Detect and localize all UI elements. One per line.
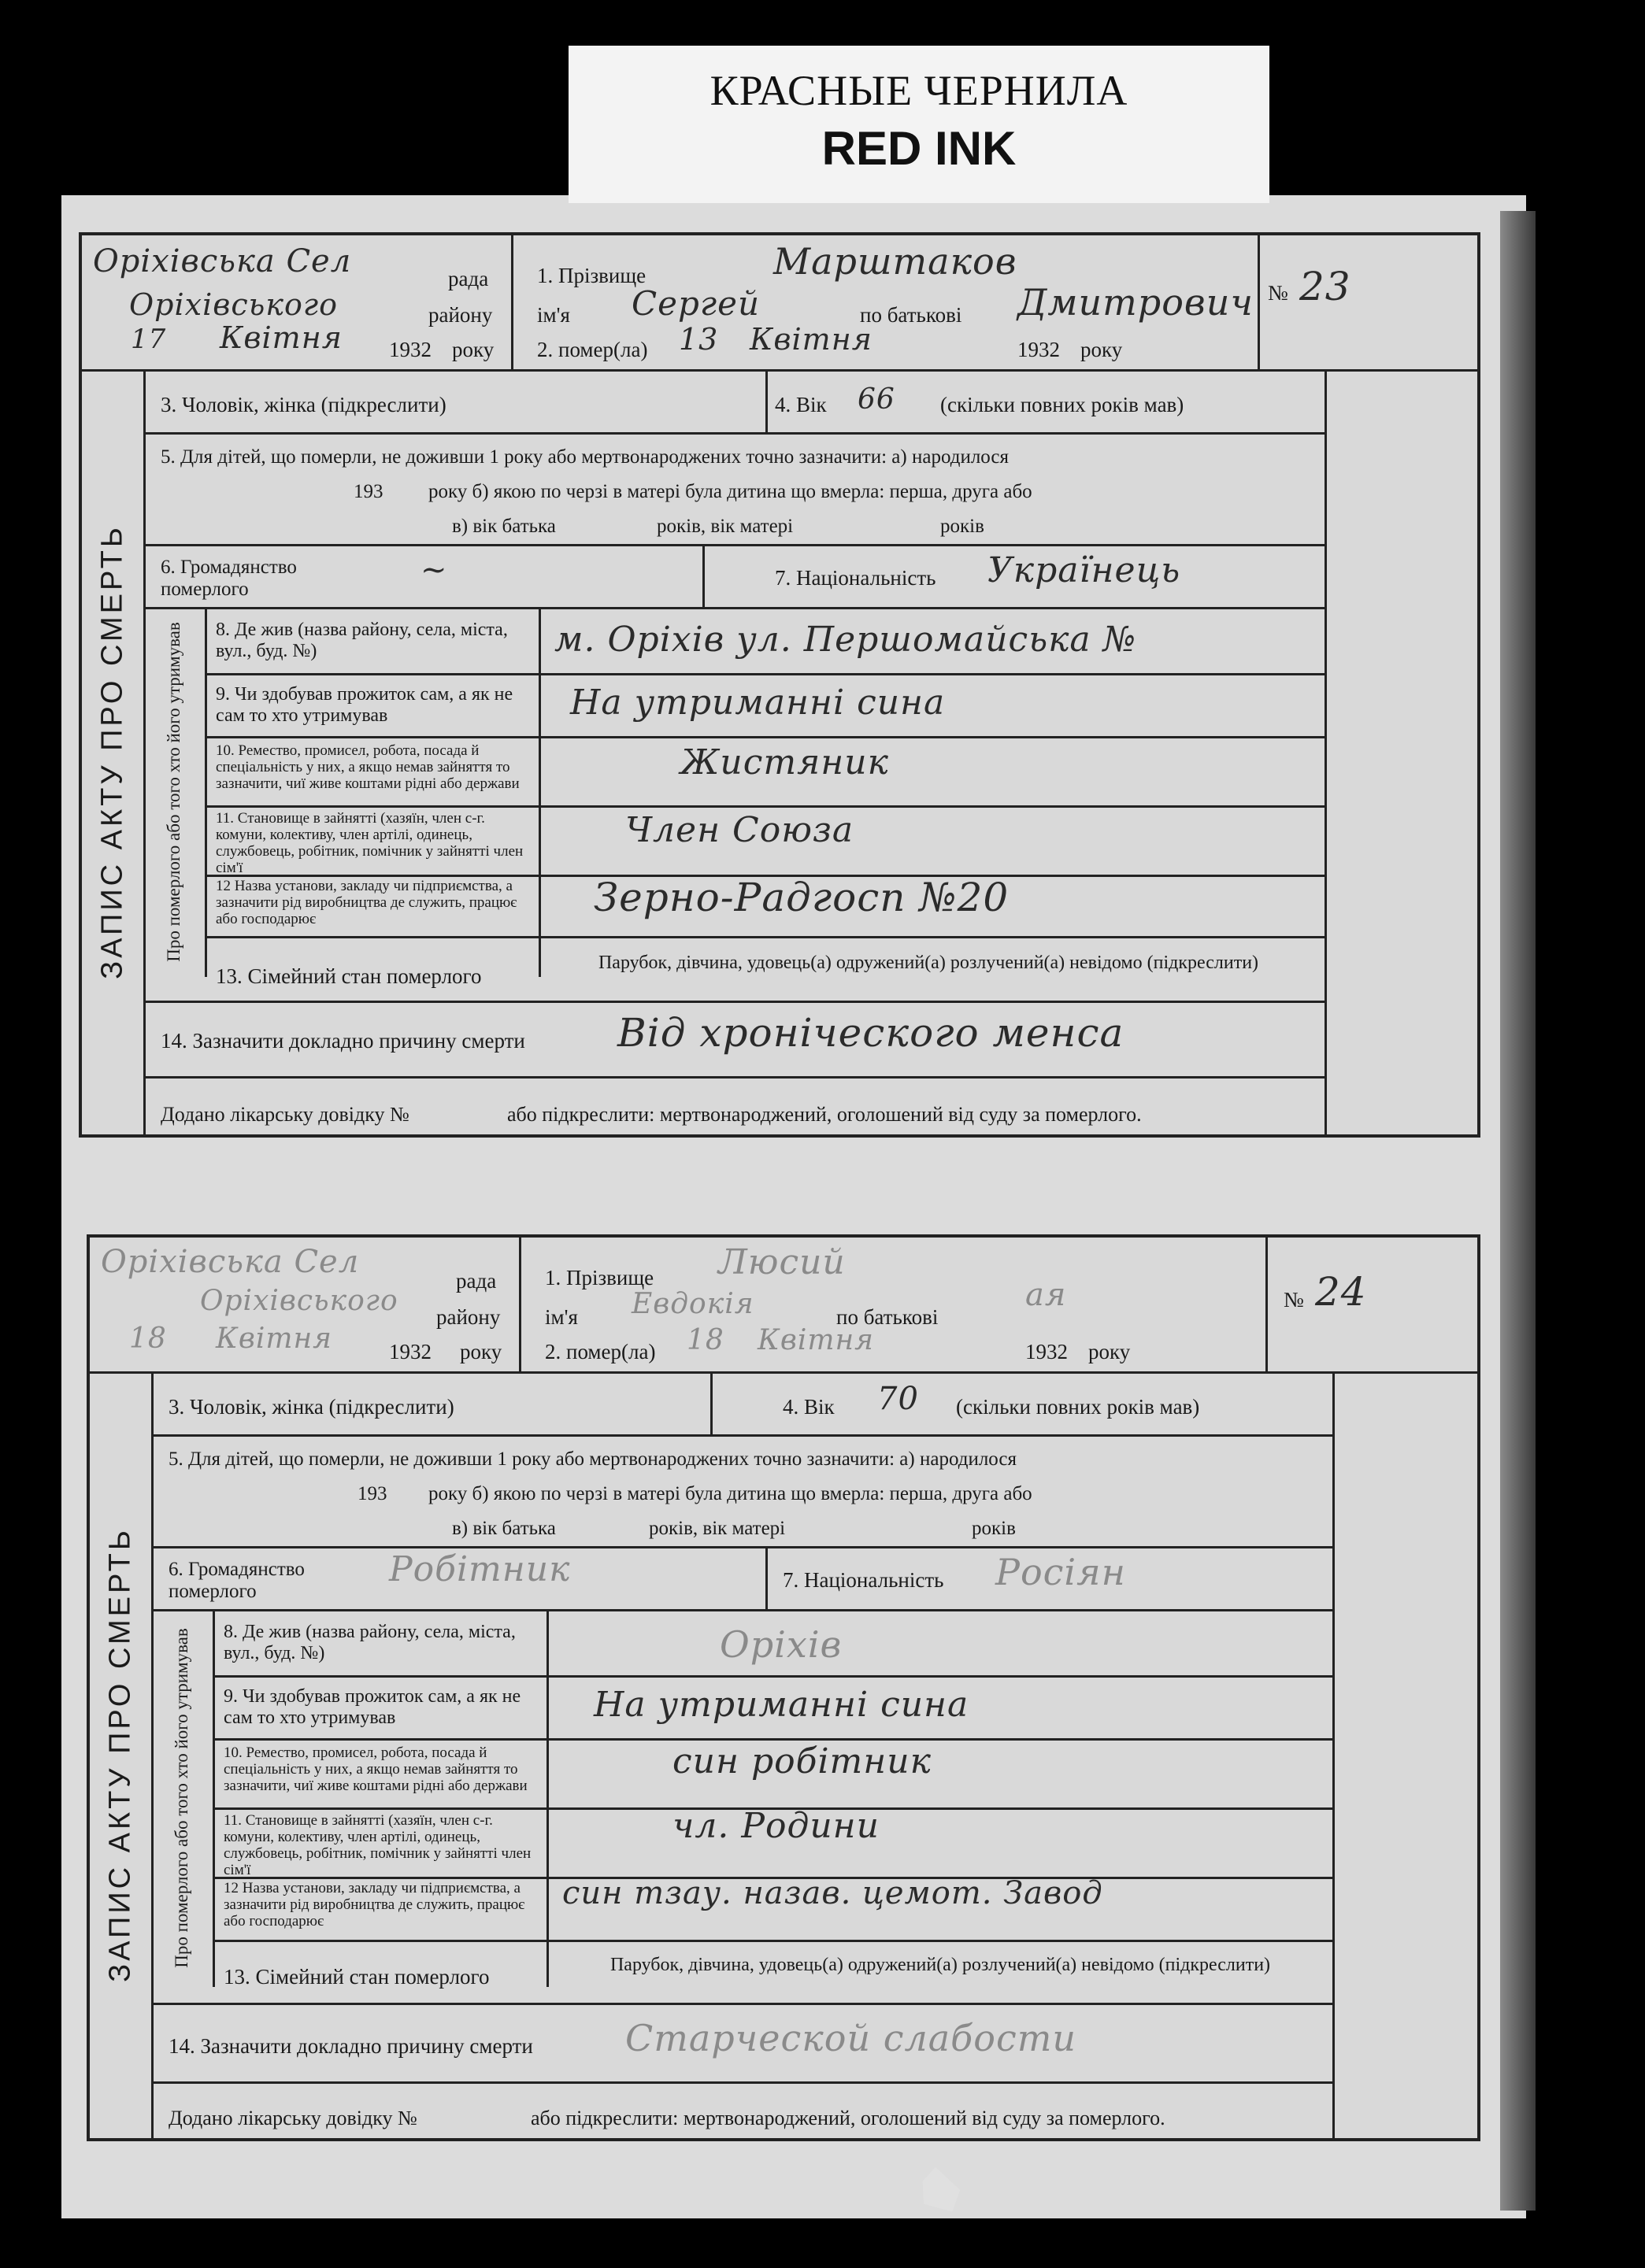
no-label: № [1268,281,1288,305]
divider [546,1609,549,1987]
form-header [82,235,1477,372]
name-block [521,1238,1268,1371]
death-month: Квітня [750,322,873,357]
divider [151,2003,1332,2005]
patronymic-value: ая [1025,1277,1067,1313]
sub-column [151,1609,215,1987]
citizenship-label: 6. Громадянство померлого [169,1559,305,1602]
divider [205,805,1325,808]
reg-month: Квітня [220,320,343,355]
reg-year: 1932 [389,338,432,361]
divider [213,1675,1332,1678]
sub-column [143,607,207,977]
death-day: 13 [679,322,719,357]
right-margin-line [1332,1371,1335,2141]
roku-label: року [452,338,495,361]
death-month: Квітня [758,1324,875,1356]
livelihood-value: На утриманні сина [594,1685,969,1725]
ink-label-ru: КРАСНЫЕ ЧЕРНИЛА [709,67,1128,114]
child-line-2a: 193 [354,481,383,502]
died-label: 2. помер(ла) [545,1340,656,1363]
roku-label: року [460,1340,502,1363]
form-header [90,1238,1477,1374]
divider [151,2081,1332,2084]
divider [151,1546,1332,1548]
side-sub-text: Про померлого або того хто його утримував [164,622,183,962]
marital-label: 13. Сімейний стан померлого [224,1965,490,1989]
cause-label: 14. Зазначити докладно причину смерти [161,1029,525,1053]
cause-value: Старческой слабости [625,2017,1076,2059]
age-value: 70 [877,1381,919,1417]
roku-label-2: року [1088,1340,1131,1363]
citizenship-value: Робітник [389,1549,571,1589]
surname-label: 1. Прізвище [537,264,647,287]
position-value: Член Союза [625,810,854,850]
citizenship-value: ~ [421,552,448,588]
sex-label: 3. Чоловік, жінка (підкреслити) [161,393,446,416]
patronymic-value: Дмитрович [1017,281,1254,324]
rayonu-label: району [428,303,493,327]
age-suffix: (скільки повних років мав) [956,1395,1200,1419]
institution-value: Зерно-Радгосп №20 [594,875,1010,920]
side-column [90,1371,154,2138]
death-year: 1932 [1025,1340,1068,1363]
divider [205,736,1325,738]
surname-value: Люсий [718,1242,846,1282]
child-line-2a: 193 [358,1483,387,1504]
residence-label: 8. Де жив (назва району, села, міста, вул., буд. №) [224,1622,516,1663]
occupation-label: 10. Ремество, промисел, робота, посада й спеціальність у них, а якщо немав зайняття то зазначити, чиї живе коштами рідні або держави [216,742,520,792]
footer-label: Додано лікарську довідку № [169,2107,417,2129]
divider [539,607,541,977]
child-line-3b: років, вік матері [657,516,794,537]
side-column [82,369,146,1134]
age-value: 66 [858,383,895,416]
institution-label: 12 Назва установи, закладу чи підприємства, а зазначити рід виробництва де служить, працює або господарює [216,878,517,927]
position-value: чл. Родини [672,1806,880,1846]
child-line-3c: років [972,1518,1016,1539]
council-block [82,235,513,369]
no-label: № [1284,1288,1304,1312]
death-year: 1932 [1017,338,1060,361]
footer-label: Додано лікарську довідку № [161,1103,409,1126]
rada-label: рада [448,267,489,290]
surname-label: 1. Прізвище [545,1266,654,1289]
council-name: Оріхівська Сел [93,243,352,279]
child-line-3a: в) вік батька [452,1518,556,1539]
name-block [513,235,1260,369]
roku-label-2: року [1080,338,1123,361]
child-line-1: 5. Для дітей, що померли, не доживши 1 року або мертвонароджених точно зазначити: а) народилося [161,446,1010,468]
footer-rest: або підкреслити: мертвонароджений, оголошений від суду за померлого. [531,2107,1165,2129]
council-name: Оріхівська Сел [101,1244,360,1280]
occupation-label: 10. Ремество, промисел, робота, посада й спеціальність у них, а якщо немав зайняття то зазначити, чиї живе коштами рідні або держави [224,1744,528,1794]
divider [213,1940,1332,1942]
ink-label-card [569,46,1269,203]
name-label: ім'я [545,1305,578,1329]
occupation-value: Жистяник [680,742,889,783]
divider [143,432,1325,435]
divider [205,673,1325,675]
district-name: Оріхівського [129,287,338,322]
death-day: 18 [687,1324,724,1356]
livelihood-value: На утриманні сина [570,683,946,723]
name-label: ім'я [537,303,570,327]
child-line-3a: в) вік батька [452,516,556,537]
reg-day: 17 [131,324,167,355]
side-sub-text: Про померлого або того хто його утримував [172,1628,191,1968]
institution-label: 12 Назва установи, закладу чи підприємства, а зазначити рід виробництва де служить, працює або господарює [224,1880,525,1929]
child-line-2b: року б) якою по черзі в матері була дитина що вмерла: перша, друга або [428,481,1032,502]
name-value: Сергей [632,284,761,323]
sheet-edge [1500,211,1536,2211]
name-value: Евдокія [632,1288,754,1320]
death-record-form-2 [87,1234,1480,2141]
rayonu-label: району [436,1305,501,1329]
side-main-text: ЗАПИС АКТУ ПРО СМЕРТЬ [103,1527,137,1982]
position-label: 11. Становище в зайнятті (хазяїн, член с-г. комуни, колективу, член артілі, одинець, службовець, робітник, помічник у зайнятті член сім'ї [224,1812,532,1878]
record-number: 23 [1299,264,1351,309]
divider [765,1546,768,1609]
position-label: 11. Становище в зайнятті (хазяїн, член с-г. комуни, колективу, член артілі, одинець, службовець, робітник, помічник у зайнятті член сім'ї [216,810,524,876]
child-line-3c: років [940,516,984,537]
death-record-form-1 [79,232,1480,1138]
residence-value: Оріхів [720,1623,843,1666]
divider [702,544,705,607]
nationality-value: Росіян [995,1551,1126,1593]
residence-label: 8. Де жив (назва району, села, міста, вул., буд. №) [216,620,508,661]
patronymic-label: по батькові [836,1305,939,1329]
livelihood-label: 9. Чи здобував прожиток сам, а як не сам то хто утримував [216,684,513,726]
livelihood-label: 9. Чи здобував прожиток сам, а як не сам то хто утримував [224,1686,521,1728]
age-label: 4. Вік [775,393,827,416]
surname-value: Марштаков [773,240,1017,283]
reg-month: Квітня [216,1323,333,1355]
cause-label: 14. Зазначити докладно причину смерти [169,2034,533,2058]
cause-value: Від хроніческого менса [617,1010,1124,1056]
age-suffix: (скільки повних років мав) [940,393,1184,416]
council-block [90,1238,521,1371]
number-block [1268,1238,1477,1371]
divider [151,1609,1332,1611]
reg-year: 1932 [389,1340,432,1363]
divider [151,1434,1332,1437]
child-line-1: 5. Для дітей, що померли, не доживши 1 року або мертвонароджених точно зазначити: а) народилося [169,1448,1017,1470]
nationality-label: 7. Національність [775,566,936,590]
divider [143,1001,1325,1003]
age-label: 4. Вік [783,1395,835,1419]
sex-label: 3. Чоловік, жінка (підкреслити) [169,1395,454,1419]
divider [143,607,1325,609]
right-margin-line [1325,369,1327,1138]
ink-label-en: RED INK [821,122,1017,175]
nationality-value: Українець [987,550,1181,590]
side-main-text: ЗАПИС АКТУ ПРО СМЕРТЬ [95,524,129,979]
divider [765,369,768,432]
divider [143,544,1325,546]
citizenship-label: 6. Громадянство померлого [161,557,297,600]
patronymic-label: по батькові [860,303,962,327]
marital-label: 13. Сімейний стан померлого [216,964,482,988]
record-number: 24 [1315,1269,1367,1315]
institution-value: син тзау. назав. цемот. Завод [562,1875,1103,1911]
child-line-3b: років, вік матері [649,1518,786,1539]
reg-day: 18 [129,1323,167,1355]
child-line-2b: року б) якою по черзі в матері була дитина що вмерла: перша, друга або [428,1483,1032,1504]
occupation-value: син робітник [672,1741,932,1781]
divider [213,1738,1332,1741]
divider [205,936,1325,938]
divider [710,1371,713,1434]
number-block [1260,235,1477,369]
divider [143,1076,1325,1079]
rada-label: рада [456,1269,497,1293]
marital-options: Парубок, дівчина, удовець(а) одружений(а) розлучений(а) невідомо (підкреслити) [609,1955,1271,1975]
footer-rest: або підкреслити: мертвонароджений, оголошений від суду за померлого. [507,1103,1142,1126]
marital-options: Парубок, дівчина, удовець(а) одружений(а) розлучений(а) невідомо (підкреслити) [598,953,1259,973]
district-name: Оріхівського [200,1285,398,1317]
nationality-label: 7. Національність [783,1568,944,1592]
residence-value: м. Оріхів ул. Першомайська № [554,620,1137,660]
died-label: 2. помер(ла) [537,338,648,361]
